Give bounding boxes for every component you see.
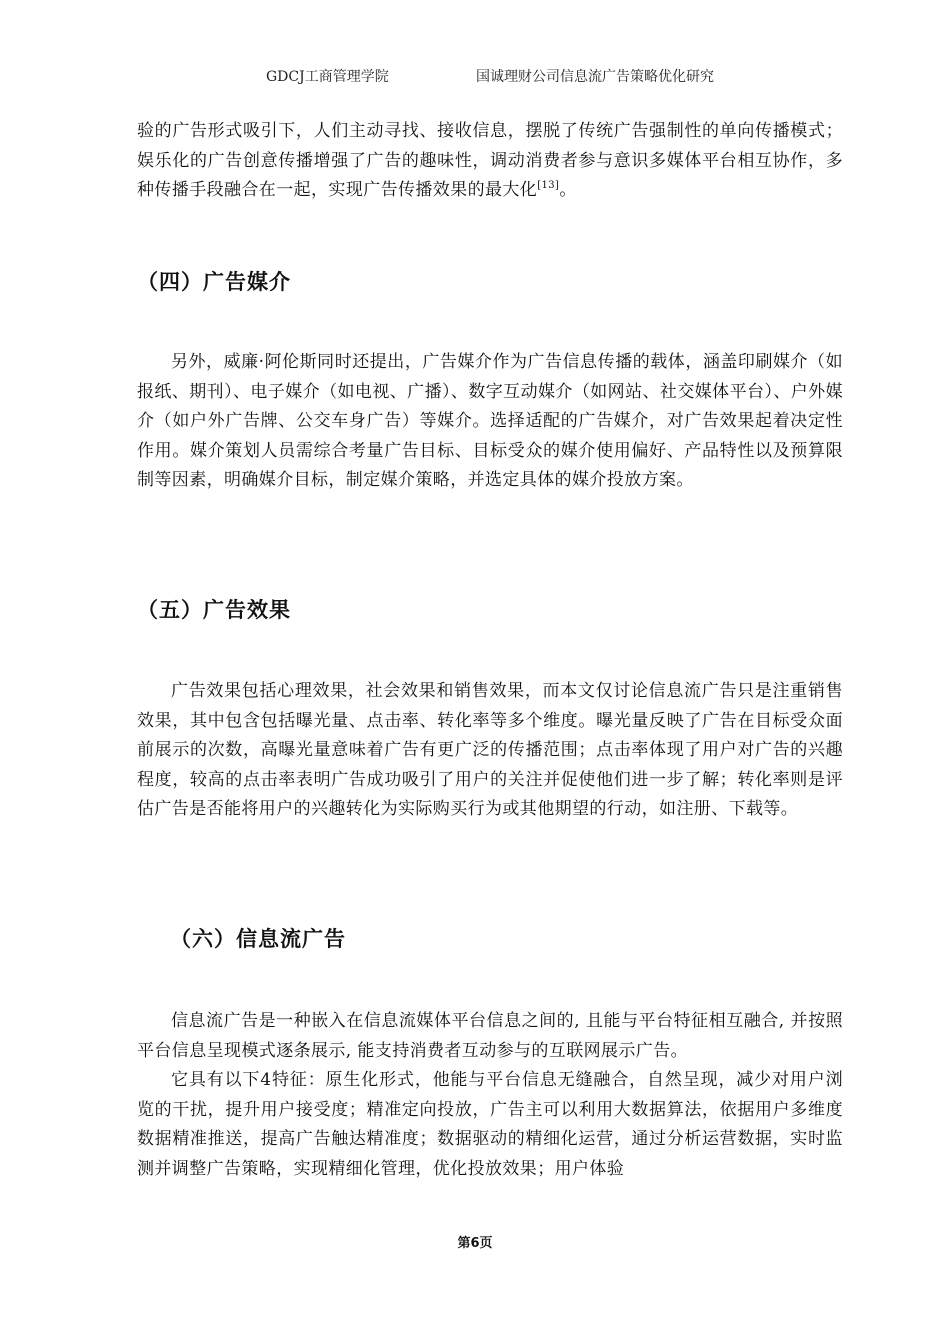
intro-paragraph bbox=[137, 117, 843, 206]
citation-ref: [13] bbox=[537, 180, 560, 191]
section-feed-ads-paragraph-1: 信息流广告是一种嵌入在信息流媒体平台信息之间的, 且能与平台特征相互融合, 并按照平台信息呈现模式逐条展示, 能支持消费者互动参与的互联网展示广告。 bbox=[137, 1011, 843, 1061]
intro-paragraph-end: 。 bbox=[559, 180, 577, 200]
section-effect-paragraph: 广告效果包括心理效果，社会效果和销售效果，而本文仅讨论信息流广告只是注重销售效果，其中包含包括曝光量、点击率、转化率等多个维度。曝光量反映了广告在目标受众面前展示的次数，高曝光量意味着广告有更广泛的传播范围；点击率体现了用户对广告的兴趣程度，较高的点击率表明广告成功吸引了用户的关注并促使他们进一步了解；转化率则是评估广告是否能将用户的兴趣转化为实际购买行为或其他期望的行动，如注册、下载等。 bbox=[137, 681, 843, 819]
section-feed-ads-paragraph-2: 它具有以下4特征：原生化形式，他能与平台信息无缝融合，自然呈现，减少对用户浏览的干扰，提升用户接受度；精准定向投放，广告主可以利用大数据算法，依据用户多维度数据精准推送，提高广告触达精准度；数据驱动的精细化运营，通过分析运营数据，实时监测并调整广告策略，实现精细化管理，优化投放效果；用户体验 bbox=[137, 1070, 843, 1179]
header-institution: GDCJ工商管理学院 bbox=[266, 69, 389, 85]
section-media-paragraph: 另外，威廉·阿伦斯同时还提出，广告媒介作为广告信息传播的载体，涵盖印刷媒介（如报纸、期刊）、电子媒介（如电视、广播）、数字互动媒介（如网站、社交媒体平台）、户外媒介（如户外广告牌、公交车身广告）等媒介。选择适配的广告媒介，对广告效果起着决定性作用。媒介策划人员需综合考量广告目标、目标受众的媒介使用偏好、产品特性以及预算限制等因素，明确媒介目标，制定媒介策略，并选定具体的媒介投放方案。 bbox=[137, 352, 843, 490]
header-thesis-title: 国诚理财公司信息流广告策略优化研究 bbox=[476, 69, 714, 85]
page-number: 第6页 bbox=[457, 1236, 493, 1251]
page-header bbox=[0, 66, 950, 90]
section-heading-feed-ads: （六）信息流广告 bbox=[170, 927, 346, 951]
section-heading-media: （四）广告媒介 bbox=[137, 270, 291, 294]
intro-paragraph-text: 验的广告形式吸引下，人们主动寻找、接收信息，摆脱了传统广告强制性的单向传播模式；娱乐化的广告创意传播增强了广告的趣味性，调动消费者参与意识多媒体平台相互协作，多种传播手段融合在一起，实现广告传播效果的最大化 bbox=[137, 121, 843, 200]
section-heading-effect: （五）广告效果 bbox=[137, 598, 291, 622]
